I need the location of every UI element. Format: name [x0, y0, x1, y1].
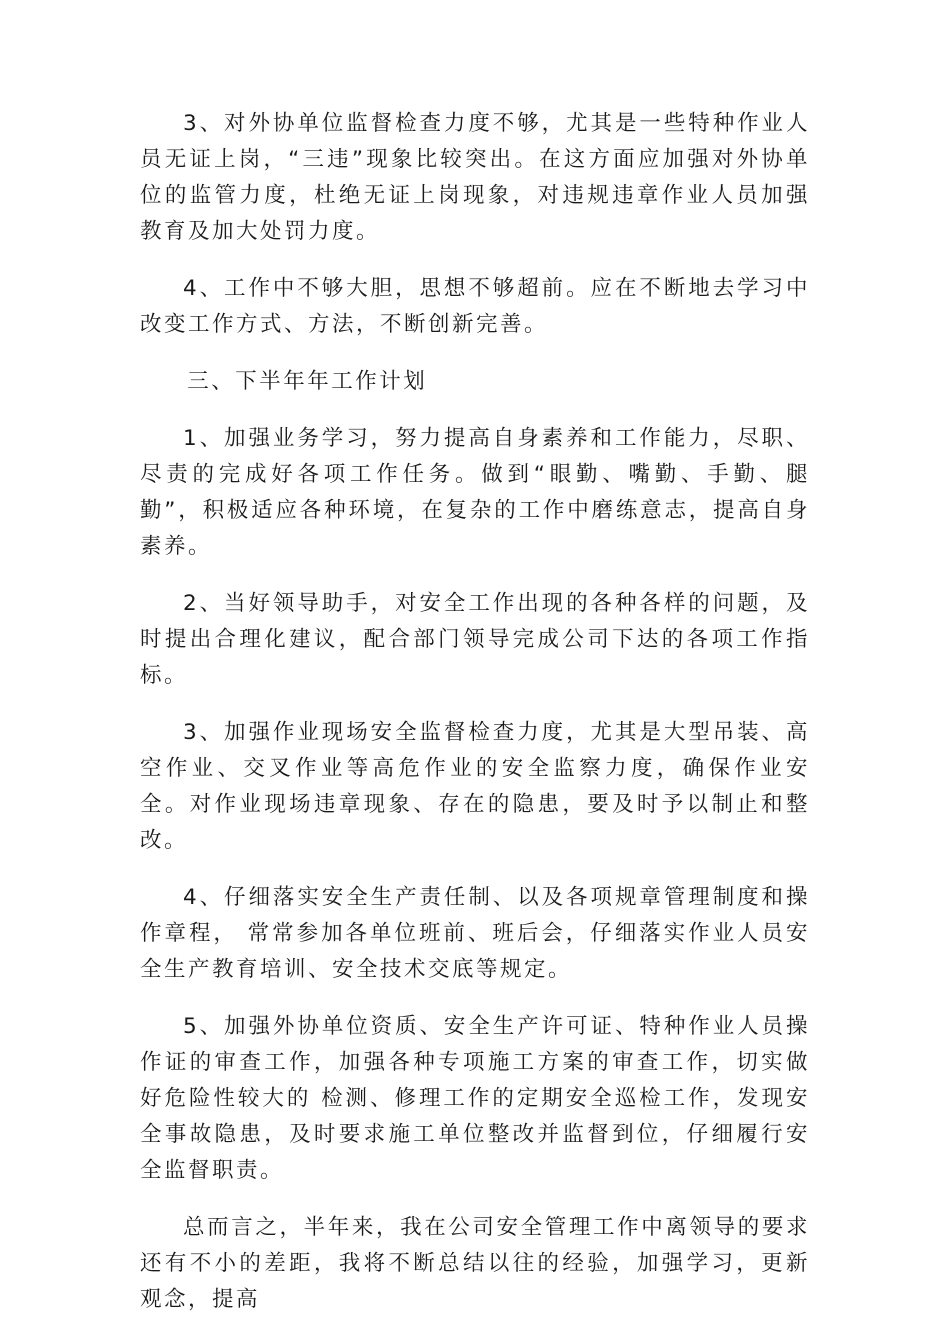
- paragraph-plan-4: 4、仔细落实安全生产责任制、以及各项规章管理制度和操作章程， 常常参加各单位班前、班后会，仔细落实作业人员安全生产教育培训、安全技术交底等规定。: [140, 885, 810, 982]
- paragraph-item-4-issue: 4、工作中不够大胆，思想不够超前。应在不断地去学习中改变工作方式、方法，不断创新完善。: [140, 276, 810, 337]
- section-heading-plan: 三、下半年年工作计划: [187, 369, 428, 394]
- paragraph-conclusion: 总而言之，半年来，我在公司安全管理工作中离领导的要求还有不小的差距，我将不断总结以往的经验，加强学习，更新观念，提高: [140, 1215, 810, 1312]
- paragraph-plan-3: 3、加强作业现场安全监督检查力度，尤其是大型吊装、高空作业、交叉作业等高危作业的安全监察力度，确保作业安全。对作业现场违章现象、存在的隐患，要及时予以制止和整改。: [140, 720, 810, 853]
- paragraph-item-3-issue: 3、对外协单位监督检查力度不够，尤其是一些特种作业人员无证上岗，“三违”现象比较突出。在这方面应加强对外协单位的监管力度，杜绝无证上岗现象，对违规违章作业人员加强教育及加大处罚力度。: [140, 111, 810, 244]
- document-body: [140, 106, 810, 1318]
- paragraph-plan-2: 2、当好领导助手，对安全工作出现的各种各样的问题，及时提出合理化建议，配合部门领导完成公司下达的各项工作指标。: [140, 591, 810, 688]
- paragraph-plan-5: 5、加强外协单位资质、安全生产许可证、特种作业人员操作证的审查工作，加强各种专项施工方案的审查工作，切实做好危险性较大的 检测、修理工作的定期安全巡检工作，发现安全事故隐患，及时要求施工单位整改并监督到位，仔细履行安全监督职责。: [140, 1014, 810, 1183]
- paragraph-plan-1: 1、加强业务学习，努力提高自身素养和工作能力，尽职、尽责的完成好各项工作任务。做到“眼勤、嘴勤、手勤、腿勤”，积极适应各种环境，在复杂的工作中磨练意志，提高自身素养。: [140, 426, 810, 559]
